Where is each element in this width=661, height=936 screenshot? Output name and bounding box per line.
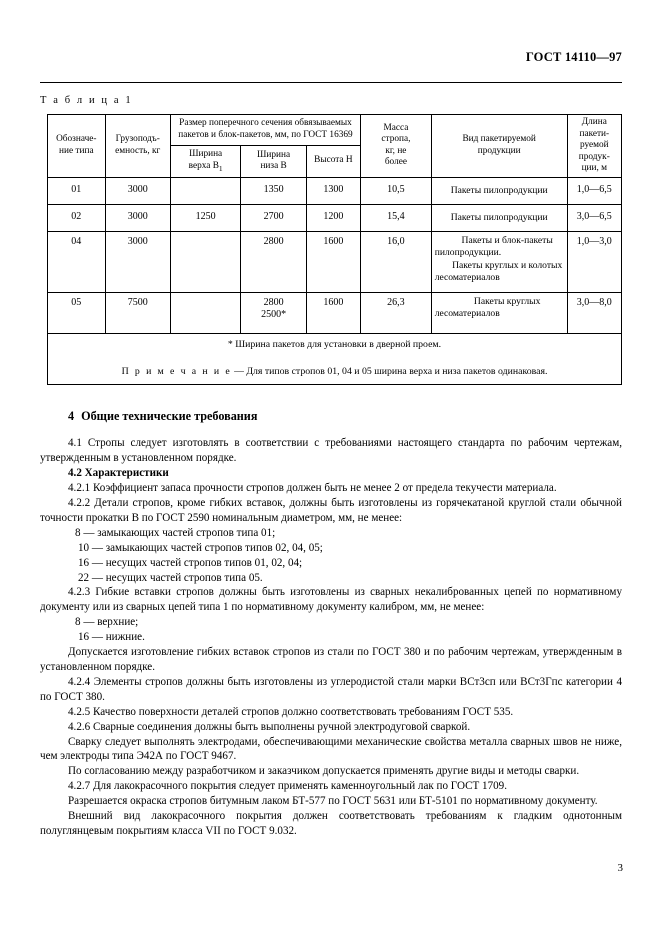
col-header-width-top [170, 145, 241, 177]
col-header-cross-section [170, 115, 360, 146]
section-heading [40, 408, 622, 424]
col-header-type-text: Обозначе- ние типа [56, 134, 97, 156]
cell-capacity: 3000 [105, 177, 170, 204]
col-header-length [567, 115, 621, 178]
section-title: Общие технические требования [81, 409, 258, 423]
paragraph-4-2-3: 4.2.3 Гибкие вставки стропов должны быть изготовлены из сварных некалиброванных цепей по нормативному документу или из сварных цепей типа 1 по нормативному документу калибром, мм, не менее: [40, 586, 622, 614]
cell-width-top [170, 177, 241, 204]
section-number: 4 [68, 409, 75, 423]
table-footnote: * Ширина пакетов для установки в дверной проем. [227, 338, 442, 350]
cell-length: 3,0—8,0 [567, 292, 621, 333]
list-item: 16 — несущих частей стропов типов 01, 02, 04; [78, 556, 303, 569]
cell-capacity: 3000 [105, 231, 170, 292]
paragraph-4-2-7: 4.2.7 Для лакокрасочного покрытия следует применять каменноугольный лак по ГОСТ 1709. [68, 780, 508, 793]
list-item: 10 — замыкающих частей стропов типов 02, 04, 05; [78, 541, 323, 554]
cell-width-bottom: 2800 [241, 231, 306, 292]
cell-height: 1600 [306, 231, 360, 292]
cell-product-kind-line1: Пакеты и блок-пакеты пилопродукции. [434, 234, 553, 259]
table-row [48, 177, 622, 204]
table-row [48, 204, 622, 231]
table-header-row-1 [48, 115, 622, 146]
header-rule [40, 82, 622, 83]
cell-type: 05 [48, 292, 106, 333]
body-content [40, 408, 622, 839]
paragraph-4-1: 4.1 Стропы следует изготовлять в соответствии с требованиями настоящего стандарта по рабочим чертежам, утвержденным в установленном порядке. [40, 437, 622, 465]
cell-width-bottom: 1350 [241, 177, 306, 204]
paragraph-4-2-4: 4.2.4 Элементы стропов должны быть изготовлены из углеродистой стали марки ВСт3сп или ВСт3Гпс категории 4 по ГОСТ 380. [40, 675, 622, 703]
col-header-cross-section-text: Размер поперечного сечения обвязываемых пакетов и блок-пакетов, мм, по ГОСТ 16369 [178, 118, 353, 140]
col-header-width-bottom [241, 145, 306, 177]
cell-type: 01 [48, 177, 106, 204]
list-item: 16 — нижние. [78, 631, 145, 644]
cell-product-kind: Пакеты круглых лесоматериалов [431, 292, 567, 333]
col-header-height [306, 145, 360, 177]
col-header-product-kind-text: Вид пакетируемой продукции [462, 134, 536, 156]
col-header-height-text: Высота H [314, 155, 353, 166]
cell-capacity: 3000 [105, 204, 170, 231]
paragraph-4-2-2: 4.2.2 Детали стропов, кроме гибких вставок, должны быть изготовлены из горячекатаной круглой стали обычной точности прокатки В по ГОСТ 2590 номинальным диаметром, мм, не менее: [40, 497, 622, 524]
cell-product-kind: Пакеты пилопродукции [431, 177, 567, 204]
paragraph-4-2-3-b: Допускается изготовление гибких вставок стропов из стали по ГОСТ 380 и по рабочим чертежам, утвержденным в установленном порядке. [40, 646, 622, 673]
cell-width-bottom: 2700 [241, 204, 306, 231]
cell-type: 04 [48, 231, 106, 292]
col-header-mass-text: Масса стропа, кг, не более [381, 122, 411, 168]
running-header [40, 48, 622, 66]
list-item: 22 — несущих частей стропов типа 05. [78, 571, 263, 584]
cell-height: 1600 [306, 292, 360, 333]
cell-mass: 16,0 [361, 231, 432, 292]
paragraph-4-2-1: 4.2.1 Коэффициент запаса прочности стропов должен быть не менее 2 от предела текучести материала. [68, 482, 557, 495]
col-header-length-text: Длина пакети- руемой продук- ции, м [578, 117, 610, 174]
table-body [48, 177, 622, 384]
col-header-type [48, 115, 106, 178]
col-header-capacity-text: Грузоподъ- емность, кг [115, 134, 161, 156]
cell-height: 1200 [306, 204, 360, 231]
table-caption: Т а б л и ц а 1 [40, 95, 133, 106]
list-item: 8 — верхние; [75, 616, 139, 629]
col-header-capacity [105, 115, 170, 178]
cell-height: 1300 [306, 177, 360, 204]
cell-width-bottom [241, 292, 306, 333]
cell-product-kind-line2: Пакеты круглых и колотых лесоматериалов [434, 259, 563, 283]
cell-capacity: 7500 [105, 292, 170, 333]
table-note-text: — Для типов стропов 01, 04 и 05 ширина верха и низа пакетов одинаковая. [231, 366, 548, 378]
cell-length: 1,0—6,5 [567, 177, 621, 204]
standard-number: ГОСТ 14110—97 [525, 50, 622, 64]
paragraph-4-2-6: 4.2.6 Сварные соединения должны быть выполнены ручной электродуговой сваркой. [68, 720, 471, 733]
cell-product-kind: Пакеты пилопродукции [431, 204, 567, 231]
cell-length: 3,0—6,5 [567, 204, 621, 231]
list-item: 8 — замыкающих частей стропов типа 01; [75, 526, 276, 539]
table-1-wrapper [47, 114, 622, 385]
cell-width-bottom-line2: 2500* [261, 309, 287, 321]
cell-length: 1,0—3,0 [567, 231, 621, 292]
cell-product-kind [431, 231, 567, 292]
cell-mass: 10,5 [361, 177, 432, 204]
table-1 [47, 114, 622, 385]
table-notes-cell [48, 333, 622, 384]
page-number: 3 [617, 862, 623, 874]
paragraph-4-2-6-c: По согласованию между разработчиком и заказчиком допускается применять другие виды и методы сварки. [68, 765, 580, 778]
table-note [51, 363, 618, 382]
col-header-product-kind [431, 115, 567, 178]
cell-width-top [170, 231, 241, 292]
table-note-label: П р и м е ч а н и е [121, 366, 232, 378]
paragraph-4-2-7-b: Разрешается окраска стропов битумным лаком БТ-577 по ГОСТ 5631 или БТ-5101 по нормативному документу. [68, 795, 598, 808]
table-row [48, 231, 622, 292]
col-header-width-top-line1: Ширина [189, 149, 223, 160]
col-header-width-bottom-line1: Ширина [257, 149, 291, 160]
cell-width-top: 1250 [170, 204, 241, 231]
cell-mass: 26,3 [361, 292, 432, 333]
col-header-width-bottom-line2: низа B [260, 161, 287, 172]
col-header-mass [361, 115, 432, 178]
subheading-4-2: 4.2 Характеристики [68, 467, 169, 480]
paragraph-4-2-5: 4.2.5 Качество поверхности деталей стропов должно соответствовать требованиям ГОСТ 535. [68, 705, 514, 718]
cell-width-top [170, 292, 241, 333]
cell-width-bottom-line1: 2800 [263, 296, 284, 308]
col-header-width-top-index: 1 [218, 163, 223, 173]
cell-type: 02 [48, 204, 106, 231]
table-row [48, 292, 622, 333]
paragraph-4-2-7-c: Внешний вид лакокрасочного покрытия должен соответствовать требованиям к гладким однотонным полуглянцевым покрытиям класса VII по ГОСТ 9.032. [40, 810, 622, 837]
paragraph-4-2-6-b: Сварку следует выполнять электродами, обеспечивающими механические свойства металла сварных швов не ниже, чем электроды типа Э42А по ГОСТ 9467. [40, 735, 622, 763]
col-header-width-top-line2: верха B [188, 160, 219, 171]
table-notes-row [48, 333, 622, 384]
cell-mass: 15,4 [361, 204, 432, 231]
